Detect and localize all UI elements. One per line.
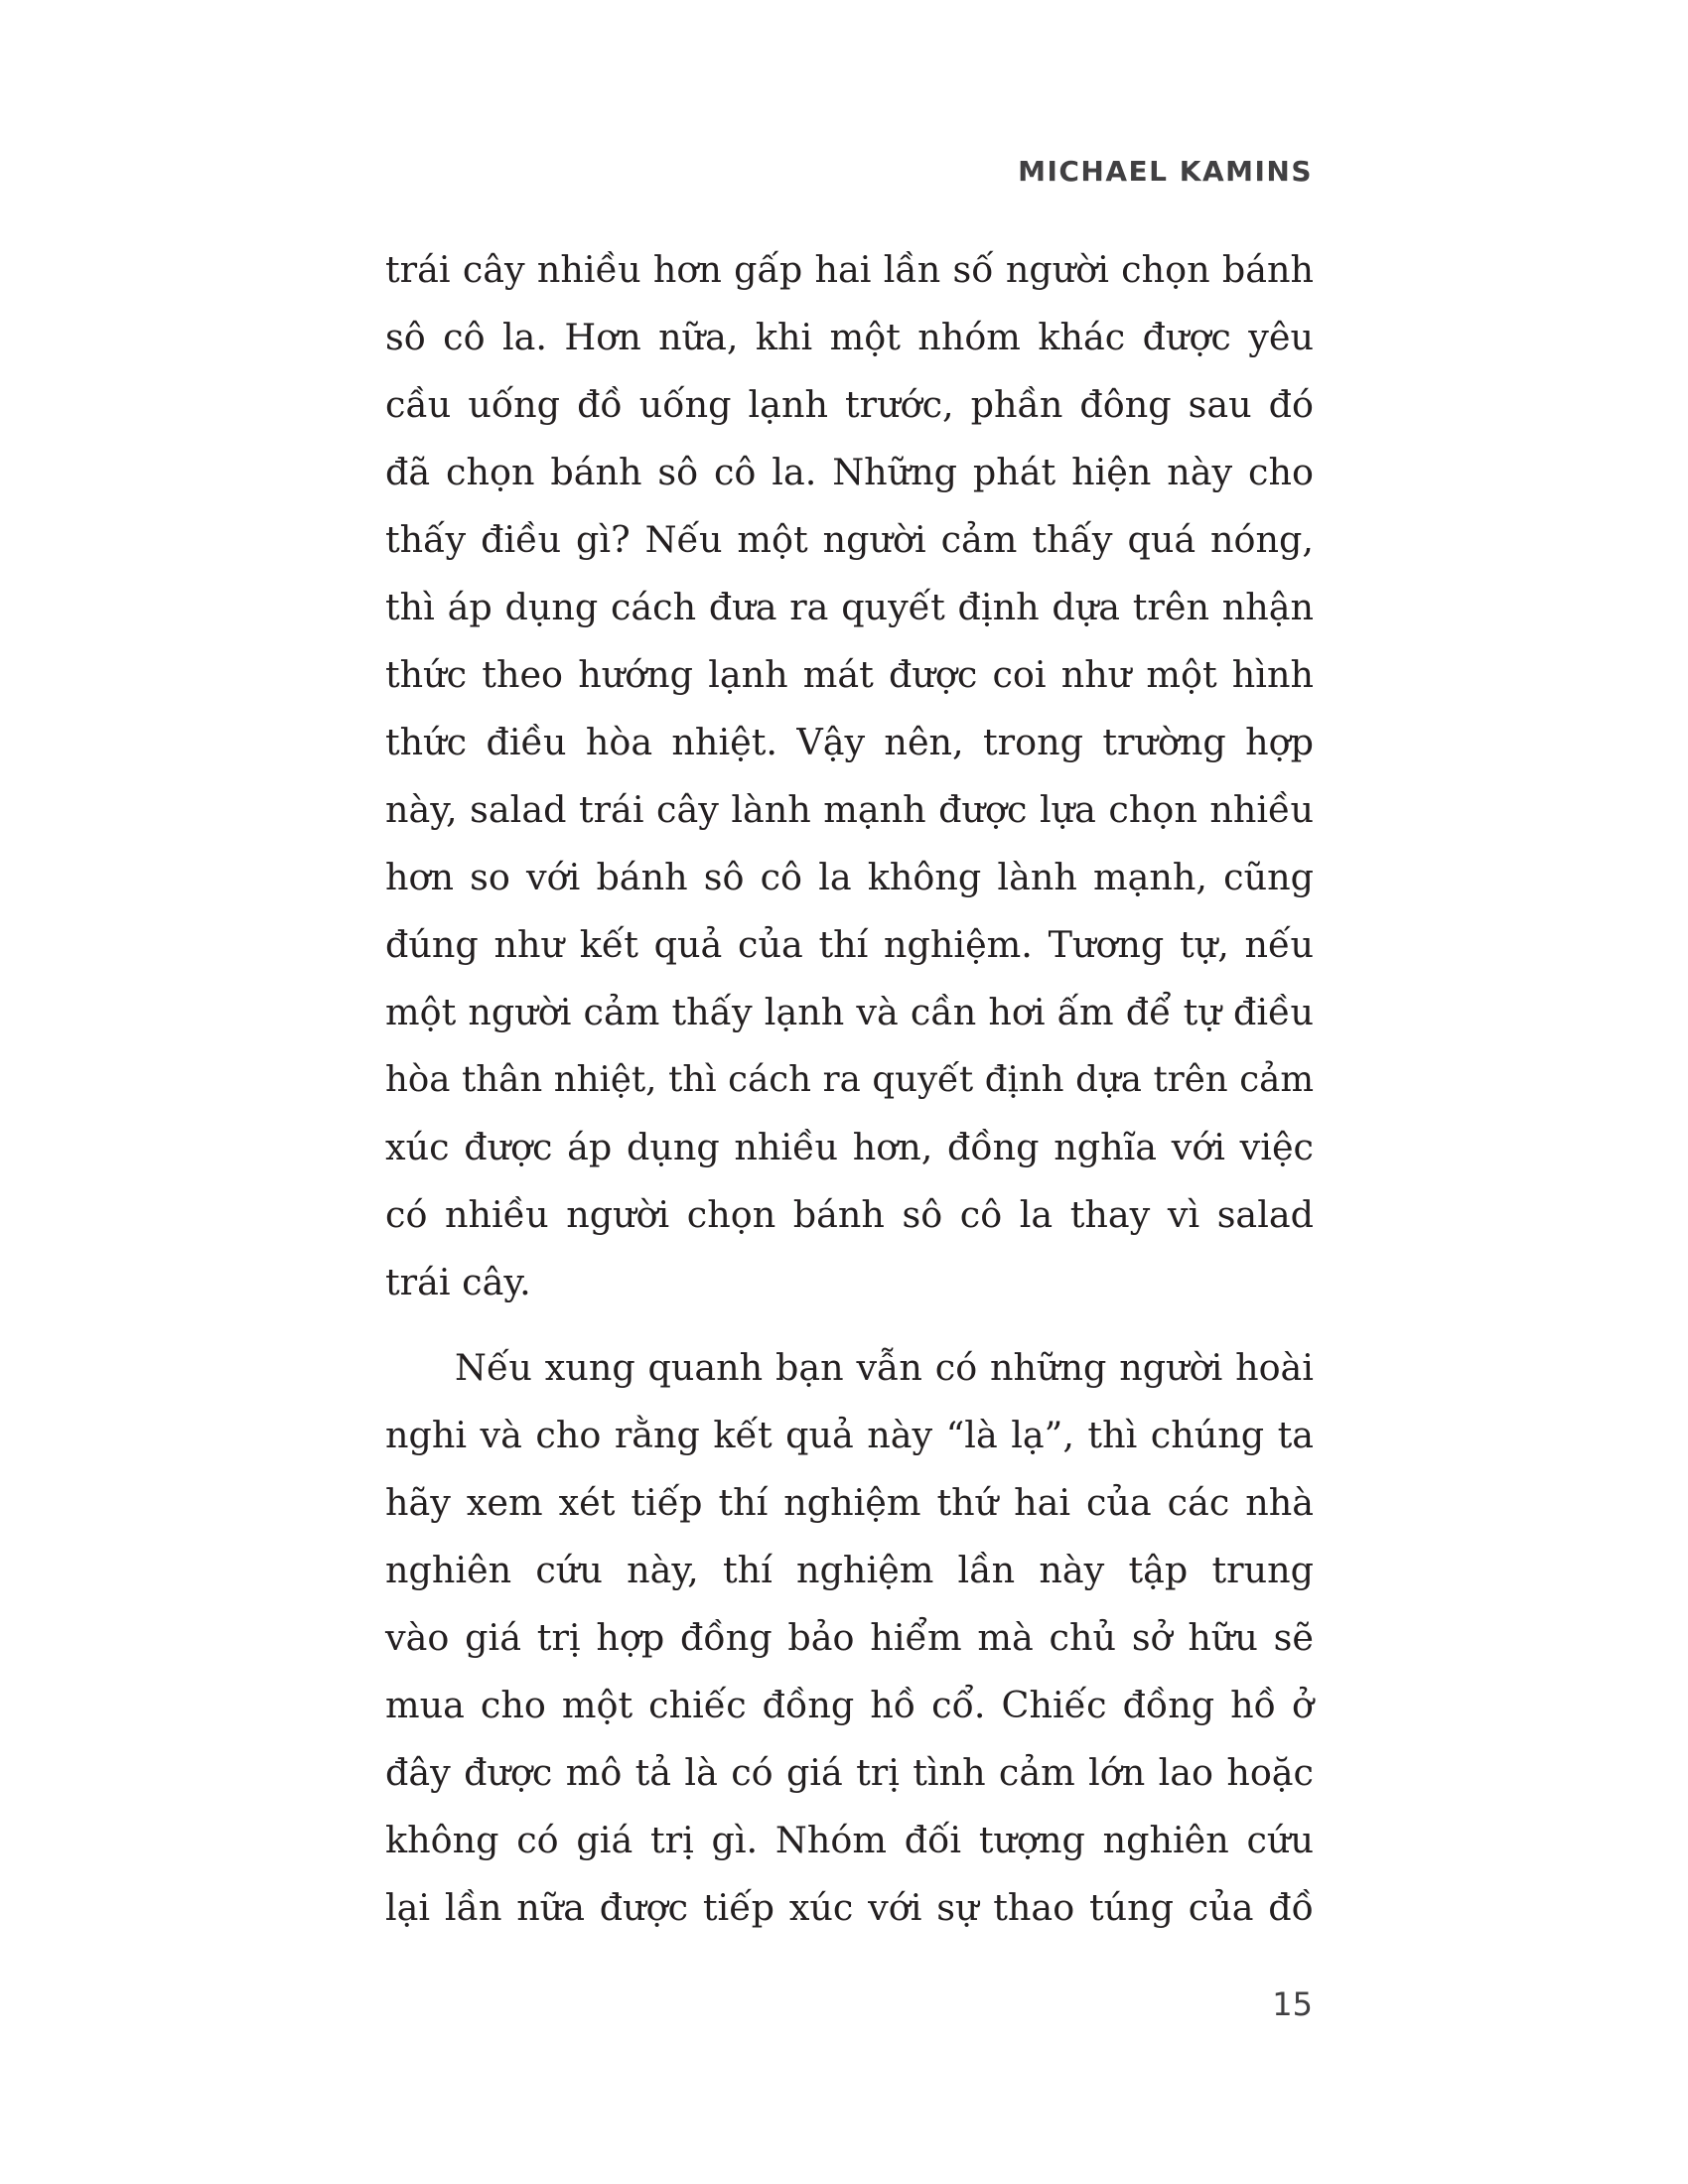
text-line: nghiên cứu này, thí nghiệm lần này tập trung bbox=[385, 1549, 1314, 1591]
text-line: một người cảm thấy lạnh và cần hơi ấm để tự điều bbox=[385, 991, 1314, 1033]
text-line: có nhiều người chọn bánh sô cô la thay vì salad bbox=[385, 1193, 1314, 1236]
text-line: vào giá trị hợp đồng bảo hiểm mà chủ sở hữu sẽ bbox=[385, 1616, 1314, 1659]
running-head: MICHAEL KAMINS bbox=[1018, 155, 1313, 188]
text-line: thức điều hòa nhiệt. Vậy nên, trong trường hợp bbox=[385, 721, 1314, 763]
body-text bbox=[385, 236, 1314, 1942]
text-line: hòa thân nhiệt, thì cách ra quyết định dựa trên cảm bbox=[385, 1059, 1314, 1100]
text-line: không có giá trị gì. Nhóm đối tượng nghiên cứu bbox=[385, 1819, 1314, 1861]
text-line: này, salad trái cây lành mạnh được lựa chọn nhiều bbox=[385, 788, 1314, 831]
text-line: thấy điều gì? Nếu một người cảm thấy quá nóng, bbox=[385, 518, 1314, 561]
text-line: đây được mô tả là có giá trị tình cảm lớn lao hoặc bbox=[385, 1751, 1314, 1794]
text-line: sô cô la. Hơn nữa, khi một nhóm khác được yêu bbox=[385, 316, 1314, 358]
text-line: hãy xem xét tiếp thí nghiệm thứ hai của các nhà bbox=[385, 1481, 1314, 1524]
page-number: 15 bbox=[1272, 1985, 1313, 2023]
text-line: đã chọn bánh sô cô la. Những phát hiện này cho bbox=[385, 451, 1314, 493]
text-line: thì áp dụng cách đưa ra quyết định dựa trên nhận bbox=[385, 586, 1314, 628]
text-line: Nếu xung quanh bạn vẫn có những người hoài bbox=[455, 1346, 1314, 1389]
paragraph-1 bbox=[385, 236, 1314, 1316]
text-line: xúc được áp dụng nhiều hơn, đồng nghĩa với việc bbox=[385, 1126, 1314, 1168]
text-line: mua cho một chiếc đồng hồ cổ. Chiếc đồng hồ ở bbox=[385, 1684, 1314, 1726]
text-line: đúng như kết quả của thí nghiệm. Tương tự, nếu bbox=[385, 923, 1314, 966]
paragraph-2 bbox=[385, 1334, 1314, 1942]
text-line: trái cây. bbox=[385, 1261, 531, 1303]
text-line: lại lần nữa được tiếp xúc với sự thao túng của đồ bbox=[385, 1886, 1314, 1929]
text-line: trái cây nhiều hơn gấp hai lần số người chọn bánh bbox=[385, 248, 1314, 291]
text-line: nghi và cho rằng kết quả này “là lạ”, thì chúng ta bbox=[385, 1414, 1314, 1456]
text-line: thức theo hướng lạnh mát được coi như một hình bbox=[385, 653, 1314, 696]
text-line: hơn so với bánh sô cô la không lành mạnh, cũng bbox=[385, 856, 1314, 898]
text-line: cầu uống đồ uống lạnh trước, phần đông sau đó bbox=[385, 383, 1314, 426]
